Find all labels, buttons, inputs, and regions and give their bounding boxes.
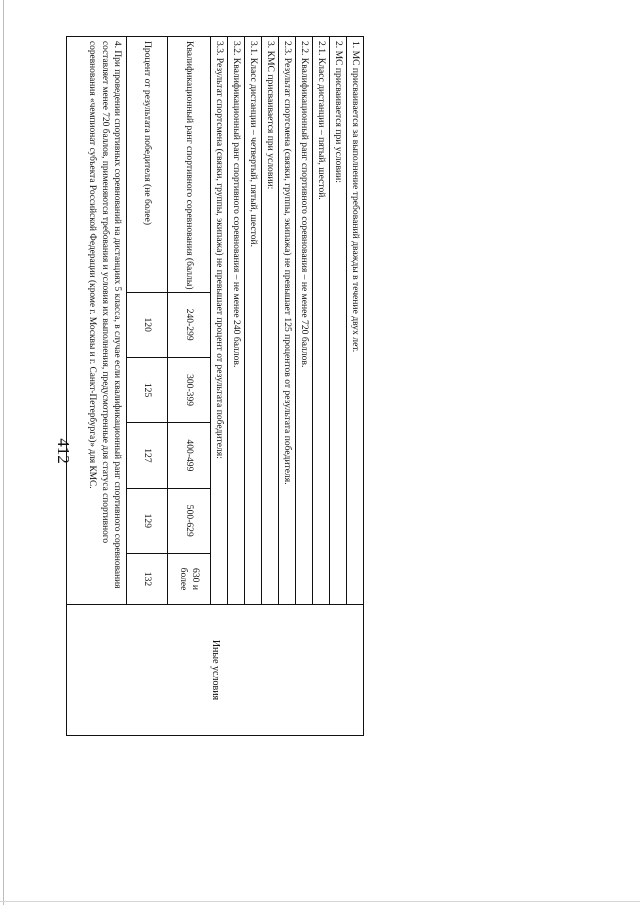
scan-edge-left bbox=[3, 0, 4, 905]
percent-row-label: Процент от результата победителя (не более) bbox=[127, 37, 168, 292]
rank-range-cell: 630 и более bbox=[168, 554, 211, 605]
conditions-main-column bbox=[67, 37, 363, 605]
condition-row-3-3: 3.3. Результат спортсмена (связки, группы, экипажа) не превышает процент от результата победителя: bbox=[210, 37, 227, 604]
condition-row-3: 3. КМС присваивается при условии: bbox=[261, 37, 278, 604]
percent-cell: 120 bbox=[127, 292, 168, 357]
percent-cell: 127 bbox=[127, 423, 168, 488]
condition-row-2-3: 2.3. Результат спортсмена (связки, группы, экипажа) не превышает 125 процентов от результата победителя. bbox=[278, 37, 295, 604]
rank-range-cell: 240-299 bbox=[168, 292, 211, 357]
side-label-cell bbox=[67, 605, 363, 735]
percent-cell: 125 bbox=[127, 357, 168, 422]
condition-note-4: 4. При проведении спортивных соревнований на дистанциях 5 класса, в случае если квалификационный ранг спортивного соревнования составляет менее 720 баллов, применяются требования и условия их выполнения, предусмотренные для статуса спортивного соревнования «чемпионат субъекта Российской Федерации (кроме г. Москвы и г. Санкт-Петербурга)» для КМС. bbox=[87, 41, 123, 589]
conditions-table bbox=[66, 36, 364, 736]
side-label: Иные условия bbox=[210, 639, 222, 701]
percent-cell: 132 bbox=[142, 571, 154, 587]
condition-row-1: 1. МС присваивается за выполнение требований дважды в течение двух лет. bbox=[346, 37, 363, 604]
condition-row-2: 2. МС присваивается при условии: bbox=[329, 37, 346, 604]
rank-percent-table bbox=[126, 37, 210, 604]
scan-edge-bottom bbox=[0, 901, 640, 902]
percent-row bbox=[127, 37, 168, 604]
condition-row-2-2: 2.2. Квалификационный ранг спортивного соревнования – не менее 720 баллов. bbox=[295, 37, 312, 604]
condition-row-3-1: 3.1. Класс дистанции – четвертый, пятый, шестой. bbox=[244, 37, 261, 604]
rank-row-label: Квалификационный ранг спортивного соревнования (баллы) bbox=[168, 37, 211, 292]
rank-range-cell: 400-499 bbox=[168, 423, 211, 488]
rank-range-cell: 300-399 bbox=[168, 357, 211, 422]
condition-row-2-1: 2.1. Класс дистанции – пятый, шестой. bbox=[312, 37, 329, 604]
condition-row-3-2: 3.2. Квалификационный ранг спортивного соревнования – не менее 240 баллов. bbox=[227, 37, 244, 604]
page-number: 412 bbox=[54, 438, 73, 464]
rank-range-cell: 500-629 bbox=[168, 488, 211, 553]
percent-cell: 129 bbox=[127, 488, 168, 553]
rank-row bbox=[168, 37, 211, 604]
